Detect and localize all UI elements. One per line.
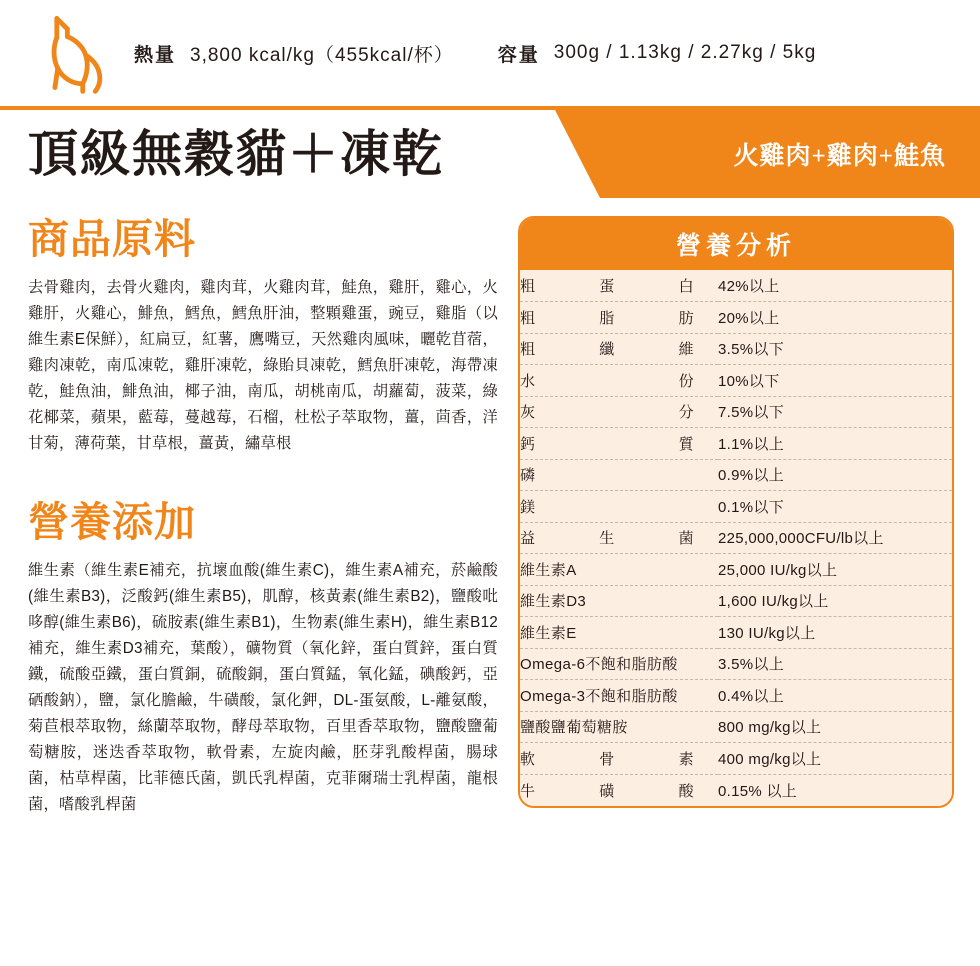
nutrient-name: 益生菌 [520,522,718,554]
table-row [520,396,952,428]
nutrient-name: 牛磺酸 [520,782,694,800]
table-row [520,554,952,586]
nutrient-name: 水份 [520,365,718,397]
supplements-text: 維生素（維生素E補充，抗壞血酸(維生素C)，維生素A補充，菸鹼酸(維生素B3)，泛酸鈣(維生素B5)，肌醇，核黃素(維生素B2)，鹽酸吡哆醇(維生素B6)，硫胺素(維生素B1)，生物素(維生素H)，維生素B12補充，維生素D3補充，葉酸），礦物質（氧化鋅，蛋白質鋅，蛋白質鐵，硫酸亞鐵，蛋白質銅，硫酸銅，蛋白質錳，氧化錳，碘酸鈣，亞硒酸鈉），鹽，氯化膽鹼，牛磺酸，氯化鉀，DL-蛋氨酸，L-離氨酸，菊苣根萃取物，絲蘭萃取物，酵母萃取物，百里香萃取物，鹽酸鹽葡萄糖胺，迷迭香萃取物，軟骨素，左旋肉鹼，胚芽乳酸桿菌，腸球菌，枯草桿菌，比菲德氏菌，凱氏乳桿菌，克菲爾瑞士乳桿菌，龍根菌，嗜酸乳桿菌 [28,562,498,814]
nutrition-table [520,270,952,806]
energy-value: 3,800 kcal/kg（455kcal/杯） [190,44,454,66]
nutrient-name: 軟骨素 [520,743,718,775]
table-row [520,522,952,554]
nutrient-value: 1,600 IU/kg以上 [718,585,952,617]
nutrient-value: 3.5%以上 [718,648,952,680]
size-label: 容量 [497,44,540,66]
nutrient-name: 鎂 [520,491,718,523]
nutrient-value: 25,000 IU/kg以上 [718,554,952,586]
table-row [520,491,952,523]
nutrient-value: 400 mg/kg以上 [718,743,952,775]
page-title: 頂級無穀貓＋凍乾 [28,126,444,182]
energy-label: 熱量 [134,44,177,66]
left-column [28,216,498,818]
nutrient-value: 225,000,000CFU/lb以上 [718,522,952,554]
nutrient-name: 磷 [520,459,718,491]
nutrient-name: 粗纖維 [520,333,718,365]
table-row [520,459,952,491]
nutrient-value: 1.1%以上 [718,428,952,460]
nutrient-value: 0.9%以上 [718,459,952,491]
nutrient-name: 鈣質 [520,428,718,460]
nutrition-panel [518,216,954,808]
table-row [520,648,952,680]
nutrient-value: 10%以下 [718,365,952,397]
nutrient-value: 0.4%以上 [718,680,952,712]
nutrient-value: 130 IU/kg以上 [718,617,952,649]
nutrient-name: Omega-6不飽和脂肪酸 [520,648,718,680]
nutrient-name: 維生素A [520,554,718,586]
nutrient-value: 20%以上 [718,302,952,334]
header-info [134,40,816,67]
supplements-heading: 營養添加 [28,499,196,546]
cat-icon [28,5,124,101]
table-row [520,302,952,334]
table-row [520,365,952,397]
size-value: 300g / 1.13kg / 2.27kg / 5kg [553,42,817,63]
content-area [0,198,980,958]
table-row [520,428,952,460]
section-spacer [28,457,498,499]
nutrient-value: 0.1%以下 [718,491,952,523]
nutrient-name: 灰分 [520,396,718,428]
flavor-badge: 火雞肉+雞肉+鮭魚 [733,143,946,170]
nutrient-name: Omega-3不飽和脂肪酸 [520,680,718,712]
table-row [520,774,952,806]
nutrient-name: 粗脂肪 [520,302,718,334]
nutrient-name: 鹽酸鹽葡萄糖胺 [520,711,718,743]
nutrient-value: 7.5%以下 [718,396,952,428]
table-row [520,743,952,775]
nutrient-value: 800 mg/kg以上 [718,711,952,743]
ingredients-text: 去骨雞肉，去骨火雞肉，雞肉茸，火雞肉茸，鮭魚，雞肝，雞心，火雞肝，火雞心，鯡魚，鱈魚，鱈魚肝油，整顆雞蛋，豌豆，雞脂（以維生素E保鮮），紅扁豆，紅薯，鷹嘴豆，天然雞肉風味，曬乾苜蓿，雞肉凍乾，南瓜凍乾，雞肝凍乾，綠貽貝凍乾，鱈魚肝凍乾，海帶凍乾，鮭魚油，鯡魚油，椰子油，南瓜，胡桃南瓜，胡蘿蔔，菠菜，綠花椰菜，蘋果，藍莓，蔓越莓，石榴，杜松子萃取物，薑，茴香，洋甘菊，薄荷葉，甘草根，薑黃，繡草根 [28,279,498,453]
nutrient-name: 維生素D3 [520,585,718,617]
table-row [520,270,952,302]
header-bar [0,0,980,110]
ingredients-heading: 商品原料 [28,216,196,262]
nutrition-table-body [520,270,952,806]
nutrient-value: 42%以上 [718,270,952,302]
table-row [520,617,952,649]
product-title-band [0,110,980,198]
nutrient-value: 0.15% 以上 [718,782,798,800]
nutrient-name: 維生素E [520,617,718,649]
table-row [520,680,952,712]
table-row [520,585,952,617]
nutrition-heading: 營養分析 [520,218,952,270]
nutrient-name: 粗蛋白 [520,270,718,302]
table-row [520,333,952,365]
nutrient-value: 3.5%以下 [718,333,952,365]
table-row [520,711,952,743]
